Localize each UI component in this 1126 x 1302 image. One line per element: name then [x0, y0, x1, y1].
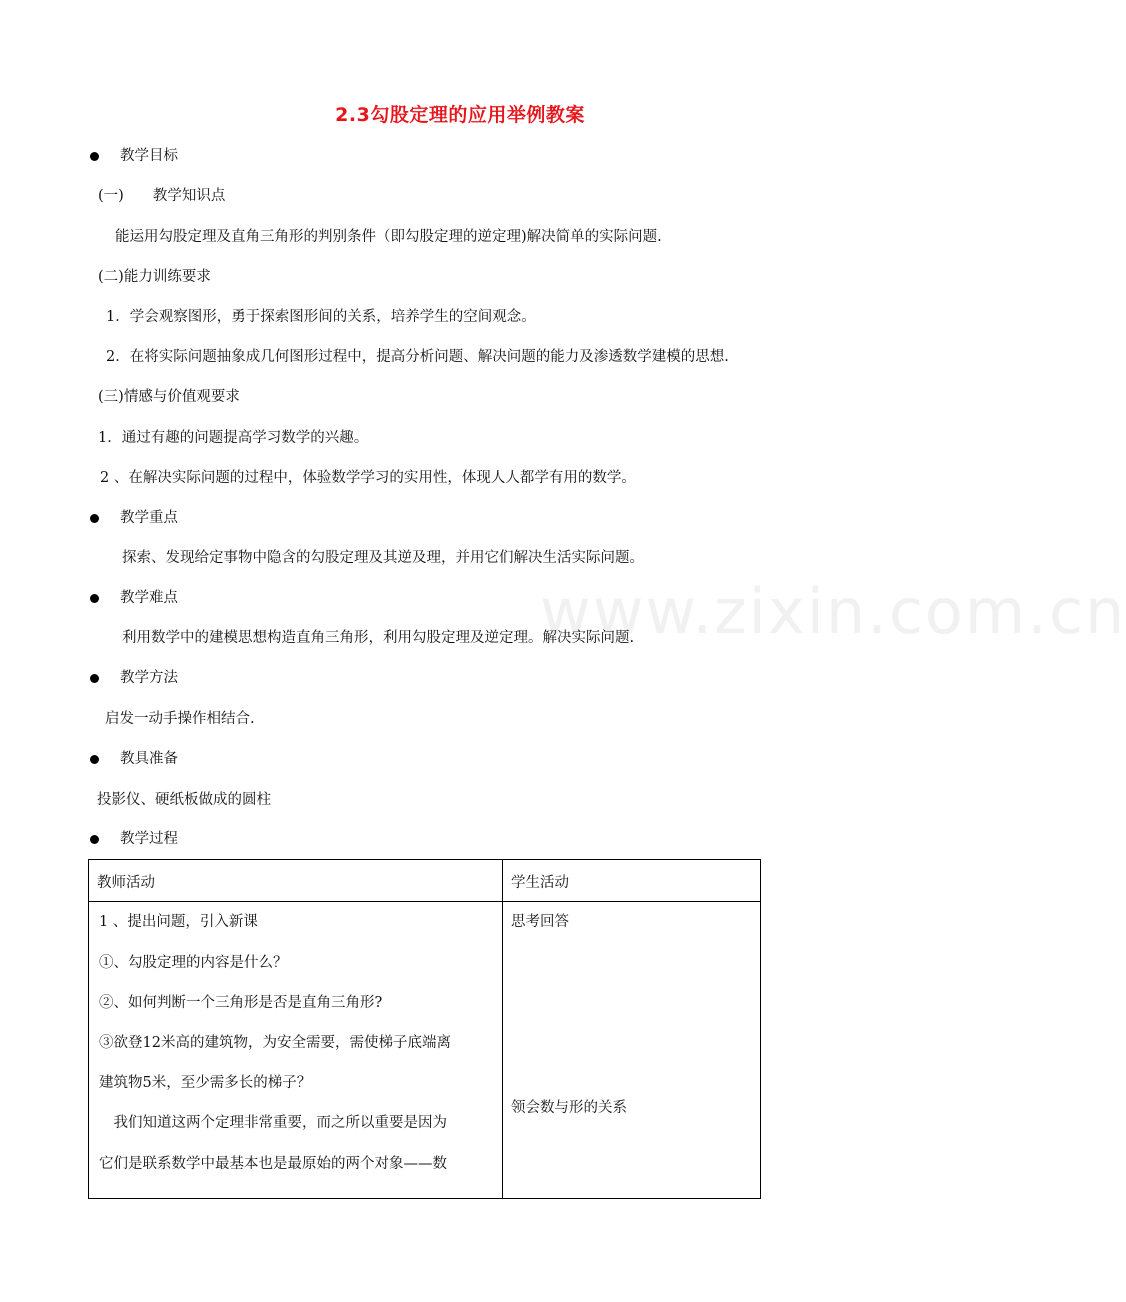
section-heading-key: 教学重点 — [120, 510, 178, 526]
table-row — [89, 902, 761, 1199]
student-line: 领会数与形的关系 — [511, 1100, 627, 1116]
table-header-row — [89, 860, 761, 902]
student-activity-cell — [503, 902, 761, 1199]
teacher-line: 它们是联系数学中最基本也是最原始的两个对象——数 — [99, 1156, 447, 1172]
teacher-line: 建筑物5米，至少需多长的梯子？ — [99, 1075, 312, 1091]
ability-item-1: 1．学会观察图形，勇于探索图形间的关系，培养学生的空间观念。 — [106, 309, 536, 325]
process-table — [88, 859, 761, 1199]
method-text: 启发一动手操作相结合. — [105, 711, 255, 727]
section-heading-method: 教学方法 — [120, 670, 178, 686]
subsection-values: (三)情感与价值观要求 — [98, 389, 240, 405]
header-teacher-label: 教师活动 — [97, 875, 155, 891]
header-student-label: 学生活动 — [511, 875, 569, 891]
teacher-activity-cell — [89, 902, 503, 1199]
document-title: 2.3勾股定理的应用举例教案 — [335, 104, 585, 126]
section-heading-goals: 教学目标 — [120, 148, 178, 164]
watermark: www.zixin.com.cn — [540, 575, 1126, 648]
student-line: 思考回答 — [511, 914, 569, 930]
header-cell-student — [503, 860, 761, 902]
section-heading-tools: 教具准备 — [120, 751, 178, 767]
teacher-line: ②、如何判断一个三角形是否是直角三角形? — [99, 995, 383, 1011]
teacher-line: ③欲登12米高的建筑物，为安全需要，需使梯子底端离 — [99, 1035, 451, 1051]
section-heading-process: 教学过程 — [120, 831, 178, 847]
tools-text: 投影仪、硬纸板做成的圆柱 — [97, 792, 271, 808]
key-text: 探索、发现给定事物中隐含的勾股定理及其逆及理，并用它们解决生活实际问题。 — [122, 550, 644, 566]
values-item-1: 1．通过有趣的问题提高学习数学的兴趣。 — [98, 430, 369, 446]
section-heading-difficulty: 教学难点 — [120, 590, 178, 606]
teacher-line: 1 、提出问题，引入新课 — [99, 914, 258, 930]
subsection-knowledge: (一) 教学知识点 — [98, 188, 226, 204]
bullet-icon — [90, 674, 99, 683]
bullet-icon — [90, 835, 99, 844]
subsection-knowledge-text: 能运用勾股定理及直角三角形的判别条件（即勾股定理的逆定理)解决简单的实际问题. — [115, 229, 662, 245]
bullet-icon — [90, 594, 99, 603]
teacher-line: 我们知道这两个定理非常重要，而之所以重要是因为 — [99, 1115, 447, 1131]
bullet-icon — [90, 514, 99, 523]
bullet-icon — [90, 755, 99, 764]
bullet-icon — [90, 152, 99, 161]
ability-item-2: 2．在将实际问题抽象成几何图形过程中，提高分析问题、解决问题的能力及渗透数学建模的思想. — [106, 349, 729, 365]
header-cell-teacher — [89, 860, 503, 902]
values-item-2: 2 、在解决实际问题的过程中，体验数学学习的实用性，体现人人都学有用的数学。 — [100, 470, 636, 486]
teacher-line: ①、勾股定理的内容是什么？ — [99, 955, 288, 971]
subsection-ability: (二)能力训练要求 — [98, 269, 211, 285]
difficulty-text: 利用数学中的建模思想构造直角三角形，利用勾股定理及逆定理。解决实际问题. — [122, 630, 635, 646]
